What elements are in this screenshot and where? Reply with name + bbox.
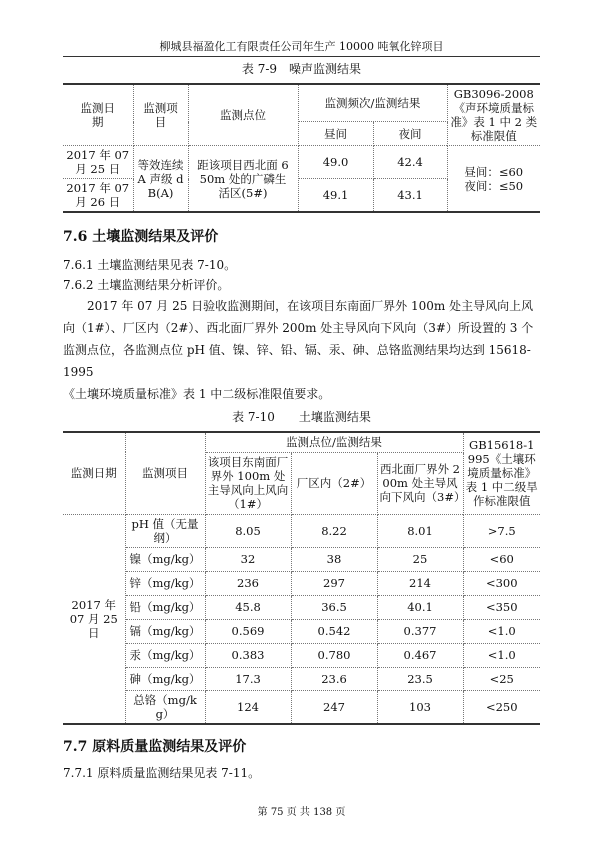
standard-cell: [447, 146, 540, 213]
table-7-9-caption: 表 7-9 噪声监测结果: [241, 62, 362, 76]
header-point: 监测点位: [188, 84, 298, 146]
standard-value: >7.5: [463, 514, 540, 547]
value-point-2: 247: [291, 690, 377, 724]
paragraph-line: 向（1#）、厂区内（2#）、西北面厂界外 200m 处主导风向下风向（3#）所设置的 3 个: [63, 321, 534, 335]
value-point-2: 0.542: [291, 619, 377, 643]
standard-value: <25: [463, 667, 540, 690]
item-cell: 锌（mg/kg）: [125, 571, 205, 595]
section-7-7-heading: 7.7 原料质量监测结果及评价: [63, 738, 247, 755]
header-point-1: 该项目东南面厂界外 100m 处主导风向上风向（1#）: [205, 452, 291, 514]
value-point-3: 25: [377, 547, 463, 571]
day-value: 49.0: [298, 146, 373, 179]
item-cell: 镉（mg/kg）: [125, 619, 205, 643]
standard-value: <350: [463, 595, 540, 619]
standard-value: <250: [463, 690, 540, 724]
value-point-2: 38: [291, 547, 377, 571]
subsection-7-6-1: 7.6.1 土壤监测结果见表 7-10。: [63, 258, 237, 272]
day-value: 49.1: [298, 179, 373, 213]
item-cell: 铅（mg/kg）: [125, 595, 205, 619]
header-result: 监测频次/监测结果: [298, 84, 447, 122]
value-point-2: 23.6: [291, 667, 377, 690]
date-cell: 2017 年 07 月 25 日: [63, 146, 133, 179]
paragraph-line: 2017 年 07 月 25 日验收监测期间，在该项目东南面厂界外 100m 处主导风向上风: [63, 299, 534, 313]
table-row: [63, 547, 540, 571]
value-point-1: 32: [205, 547, 291, 571]
value-point-3: 214: [377, 571, 463, 595]
value-point-2: 8.22: [291, 514, 377, 547]
header-item: 监测项目: [133, 84, 188, 146]
night-value: 42.4: [373, 146, 447, 179]
value-point-1: 236: [205, 571, 291, 595]
table-row: [63, 514, 540, 547]
header-date: 监测日期: [63, 432, 125, 514]
item-cell: 总铬（mg/kg）: [125, 690, 205, 724]
section-7-6-heading: 7.6 土壤监测结果及评价: [63, 229, 219, 245]
header-rule: [63, 56, 540, 57]
header-point-3: 西北面厂界外 200m 处主导风向下风向（3#）: [377, 452, 463, 514]
table-row: [63, 146, 540, 179]
value-point-1: 8.05: [205, 514, 291, 547]
item-cell: pH 值（无量纲）: [125, 514, 205, 547]
standard-value: <60: [463, 547, 540, 571]
header-point-2: 厂区内（2#）: [291, 452, 377, 514]
subsection-7-6-2: 7.6.2 土壤监测结果分析评价。: [63, 278, 230, 292]
header-standard: GB3096-2008《声环境质量标准》表 1 中 2 类标准限值: [447, 84, 540, 146]
table-row: [63, 571, 540, 595]
header-night: 夜间: [373, 122, 447, 146]
standard-day: 昼间：≤60: [464, 164, 524, 179]
paragraph-line: 监测点位，各监测点位 pH 值、镍、锌、铅、镉、汞、砷、总铬监测结果均达到 15618-1995: [63, 343, 531, 379]
header-result: 监测点位/监测结果: [205, 432, 463, 452]
value-point-3: 8.01: [377, 514, 463, 547]
value-point-3: 23.5: [377, 667, 463, 690]
standard-value: <1.0: [463, 619, 540, 643]
item-cell: 砷（mg/kg）: [125, 667, 205, 690]
item-cell: 镍（mg/kg）: [125, 547, 205, 571]
header-standard: GB15618-1995《土壤环境质量标准》表 1 中二级旱作标准限值: [463, 432, 540, 514]
table-row: [63, 690, 540, 724]
date-cell: 2017 年 07 月 25 日: [63, 514, 125, 724]
night-value: 43.1: [373, 179, 447, 213]
table-7-10-caption: 表 7-10 土壤监测结果: [232, 410, 371, 424]
table-row: [63, 667, 540, 690]
table-row: [63, 595, 540, 619]
table-row: [63, 619, 540, 643]
value-point-2: 297: [291, 571, 377, 595]
subsection-7-7-1: 7.7.1 原料质量监测结果见表 7-11。: [63, 765, 261, 780]
item-cell: 汞（mg/kg）: [125, 643, 205, 667]
page-footer: 第 75 页 共 138 页: [257, 807, 346, 818]
standard-value: <1.0: [463, 643, 540, 667]
value-point-3: 40.1: [377, 595, 463, 619]
standard-value: <300: [463, 571, 540, 595]
header-date: 监测日期: [63, 84, 133, 146]
header-day: 昼间: [298, 122, 373, 146]
table-row: [63, 643, 540, 667]
value-point-3: 0.377: [377, 619, 463, 643]
value-point-1: 45.8: [205, 595, 291, 619]
value-point-1: 0.383: [205, 643, 291, 667]
header-item: 监测项目: [125, 432, 205, 514]
value-point-1: 17.3: [205, 667, 291, 690]
standard-night: 夜间：≤50: [464, 178, 524, 193]
paragraph-line: 《土壤环境质量标准》表 1 中二级标准限值要求。: [63, 387, 331, 401]
date-cell: 2017 年 07 月 26 日: [63, 179, 133, 213]
paragraph: [63, 295, 540, 405]
value-point-3: 103: [377, 690, 463, 724]
value-point-1: 124: [205, 690, 291, 724]
value-point-3: 0.467: [377, 643, 463, 667]
noise-table: [63, 83, 540, 213]
point-cell: 距该项目西北面 650m 处的广磷生活区(5#): [188, 146, 298, 213]
value-point-1: 0.569: [205, 619, 291, 643]
value-point-2: 0.780: [291, 643, 377, 667]
soil-table: [63, 431, 540, 725]
value-point-2: 36.5: [291, 595, 377, 619]
running-header: 柳城县福盈化工有限责任公司年生产 10000 吨氧化锌项目: [159, 40, 444, 53]
item-cell: 等效连续 A 声级 dB(A): [133, 146, 188, 213]
